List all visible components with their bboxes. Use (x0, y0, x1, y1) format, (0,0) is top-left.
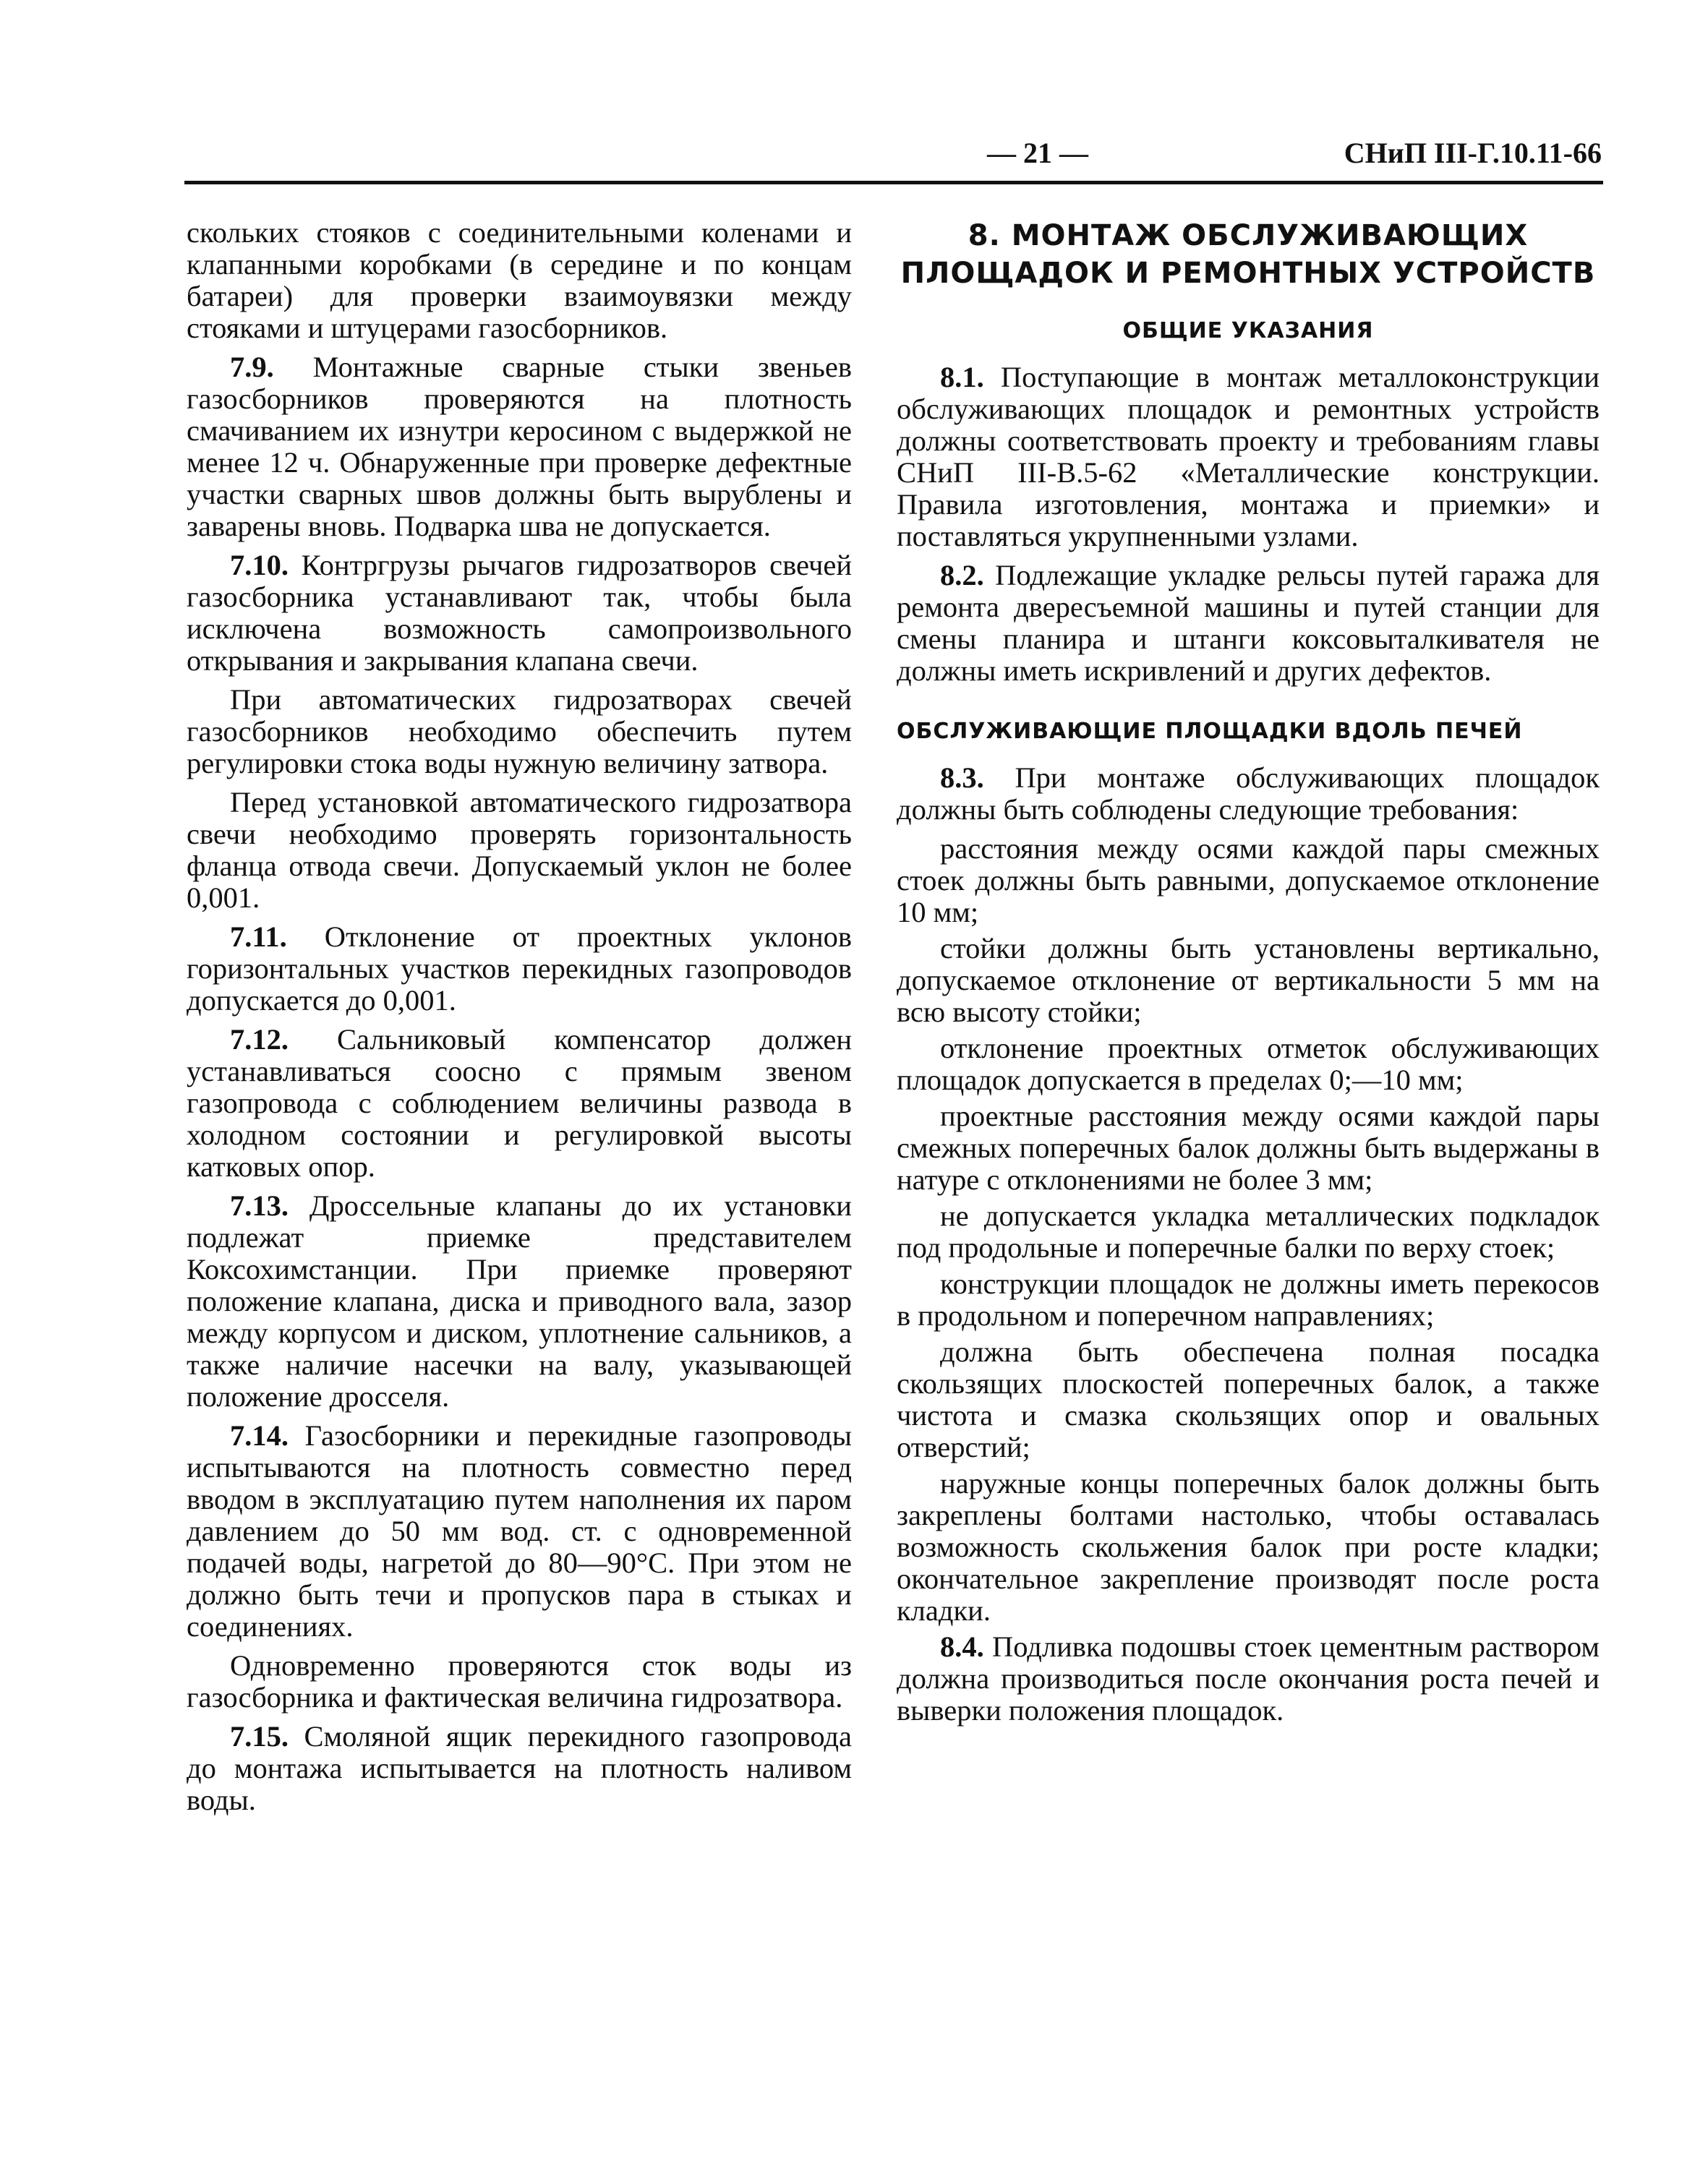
clause-number: 7.13. (230, 1189, 289, 1222)
paragraph-7-11 (187, 921, 852, 1017)
clause-text: Поступающие в монтаж металлоконструкции обслуживающих площадок и ремонтных устройств должны соответствовать проекту и требованиям главы СНиП III-В.5-62 «Металлические конструкции. Правила изготовления, монтажа и приемки» и поставляться укрупненными узлами. (897, 361, 1600, 552)
requirement-item: отклонение проектных отметок обслуживающих площадок допускается в пределах 0;—10 мм; (897, 1032, 1600, 1096)
requirement-item: проектные расстояния между осями каждой пары смежных поперечных балок должны быть выдержаны в натуре с отклонениями не более 3 мм; (897, 1100, 1600, 1196)
page-number: — 21 — (987, 137, 1088, 169)
section-title: 8. МОНТАЖ ОБСЛУЖИВАЮЩИХ ПЛОЩАДОК И РЕМОНТНЫХ УСТРОЙСТВ (900, 219, 1596, 290)
clause-number: 7.12. (230, 1023, 289, 1056)
clause-text: Смоляной ящик перекидного газопровода до монтажа испытывается на плотность наливом воды. (187, 1720, 852, 1816)
paragraph-8-4 (897, 1631, 1600, 1727)
paragraph-7-9 (187, 351, 852, 542)
requirement-item: расстояния между осями каждой пары смежных стоек должны быть равными, допускаемое отклонение 10 мм; (897, 832, 1600, 928)
clause-text: Сальниковый компенсатор должен устанавливаться соосно с прямым звеном газопровода с соблюдением величины развода в холодном состоянии и регулировкой высоты катковых опор. (187, 1023, 852, 1183)
paragraph-8-2 (897, 560, 1600, 687)
paragraph-7-10 (187, 549, 852, 677)
left-column (187, 217, 852, 1823)
clause-number: 7.14. (230, 1419, 289, 1452)
paragraph-7-14-b: Одновременно проверяются сток воды из газосборника и фактическая величина гидрозатвора. (187, 1649, 852, 1714)
requirement-item: конструкции площадок не должны иметь перекосов в продольном и поперечном направлениях; (897, 1267, 1600, 1332)
paragraph-8-3 (897, 762, 1600, 826)
clause-number: 7.15. (230, 1720, 289, 1753)
document-code: СНиП III-Г.10.11-66 (1344, 137, 1602, 169)
requirement-item: не допускается укладка металлических подкладок под продольные и поперечные балки по верху стоек; (897, 1199, 1600, 1264)
clause-number: 7.10. (230, 549, 289, 581)
subsection-title-general: ОБЩИЕ УКАЗАНИЯ (1122, 318, 1374, 343)
clause-text: Отклонение от проектных уклонов горизонтальных участков перекидных газопроводов допускается до 0,001. (187, 920, 852, 1017)
clause-number: 7.9. (230, 351, 274, 383)
clause-text: Дроссельные клапаны до их установки подлежат приемке представителем Коксохимстанции. При приемке проверяют положение клапана, диска и приводного вала, зазор между корпусом и диском, уплотнение сальников, а также наличие насечки на валу, указывающей положение дросселя. (187, 1189, 852, 1413)
right-column (897, 217, 1600, 1734)
paragraph-7-14 (187, 1420, 852, 1643)
clause-number: 7.11. (230, 920, 287, 953)
paragraph-7-13 (187, 1190, 852, 1413)
requirement-item: наружные концы поперечных балок должны быть закреплены болтами настолько, чтобы оставалась возможность скольжения балок при росте кладки; окончательное закрепление производят после роста кладки. (897, 1467, 1600, 1627)
clause-number: 8.1. (940, 361, 984, 393)
paragraph-7-10-c: Перед установкой автоматического гидрозатвора свечи необходимо проверять горизонтальность фланца отвода свечи. Допускаемый уклон не более 0,001. (187, 786, 852, 914)
requirement-item: стойки должны быть установлены вертикально, допускаемое отклонение от вертикальности 5 мм на всю высоту стойки; (897, 932, 1600, 1028)
paragraph-7-12 (187, 1024, 852, 1183)
paragraph-7-10-b: При автоматических гидрозатворах свечей газосборников необходимо обеспечить путем регулировки стока воды нужную величину затвора. (187, 683, 852, 779)
clause-number: 8.2. (940, 559, 984, 591)
requirement-item: должна быть обеспечена полная посадка скользящих плоскостей поперечных балок, а также чистота и смазка скользящих опор и овальных отверстий; (897, 1335, 1600, 1463)
page-header (184, 136, 1602, 179)
clause-text: Газосборники и перекидные газопроводы испытываются на плотность совместно перед вводом в эксплуатацию путем наполнения их паром давлением до 50 мм вод. ст. с одновременной подачей воды, нагретой до 80—90°С. При этом не должно быть течи и пропусков пара в стыках и соединениях. (187, 1419, 852, 1643)
subsection-title-platforms: ОБСЛУЖИВАЮЩИЕ ПЛОЩАДКИ ВДОЛЬ ПЕЧЕЙ (897, 719, 1523, 744)
clause-number: 8.4. (940, 1630, 984, 1663)
clause-text: Подливка подошвы стоек цементным раствором должна производиться после окончания роста печей и выверки положения площадок. (897, 1630, 1600, 1727)
paragraph-continuation: скольких стояков с соединительными коленами и клапанными коробками (в середине и по концам батареи) для проверки взаимоувязки между стояками и штуцерами газосборников. (187, 216, 852, 344)
paragraph-7-15 (187, 1721, 852, 1816)
clause-text: Контргрузы рычагов гидрозатворов свечей газосборника устанавливают так, чтобы была исключена возможность самопроизвольного открывания и закрывания клапана свечи. (187, 549, 852, 677)
clause-text: При монтаже обслуживающих площадок должны быть соблюдены следующие требования: (897, 761, 1600, 826)
clause-text: Подлежащие укладке рельсы путей гаража для ремонта двересъемной машины и путей станции для смены планира и штанги коксовыталкивателя не должны иметь искривлений и других дефектов. (897, 559, 1600, 687)
header-rule (184, 181, 1603, 184)
clause-text: Монтажные сварные стыки звеньев газосборников проверяются на плотность смачиванием их изнутри керосином с выдержкой не менее 12 ч. Обнаруженные при проверке дефектные участки сварных швов должны быть вырублены и заварены вновь. Подварка шва не допускается. (187, 351, 852, 542)
paragraph-8-1 (897, 362, 1600, 552)
clause-number: 8.3. (940, 761, 984, 794)
